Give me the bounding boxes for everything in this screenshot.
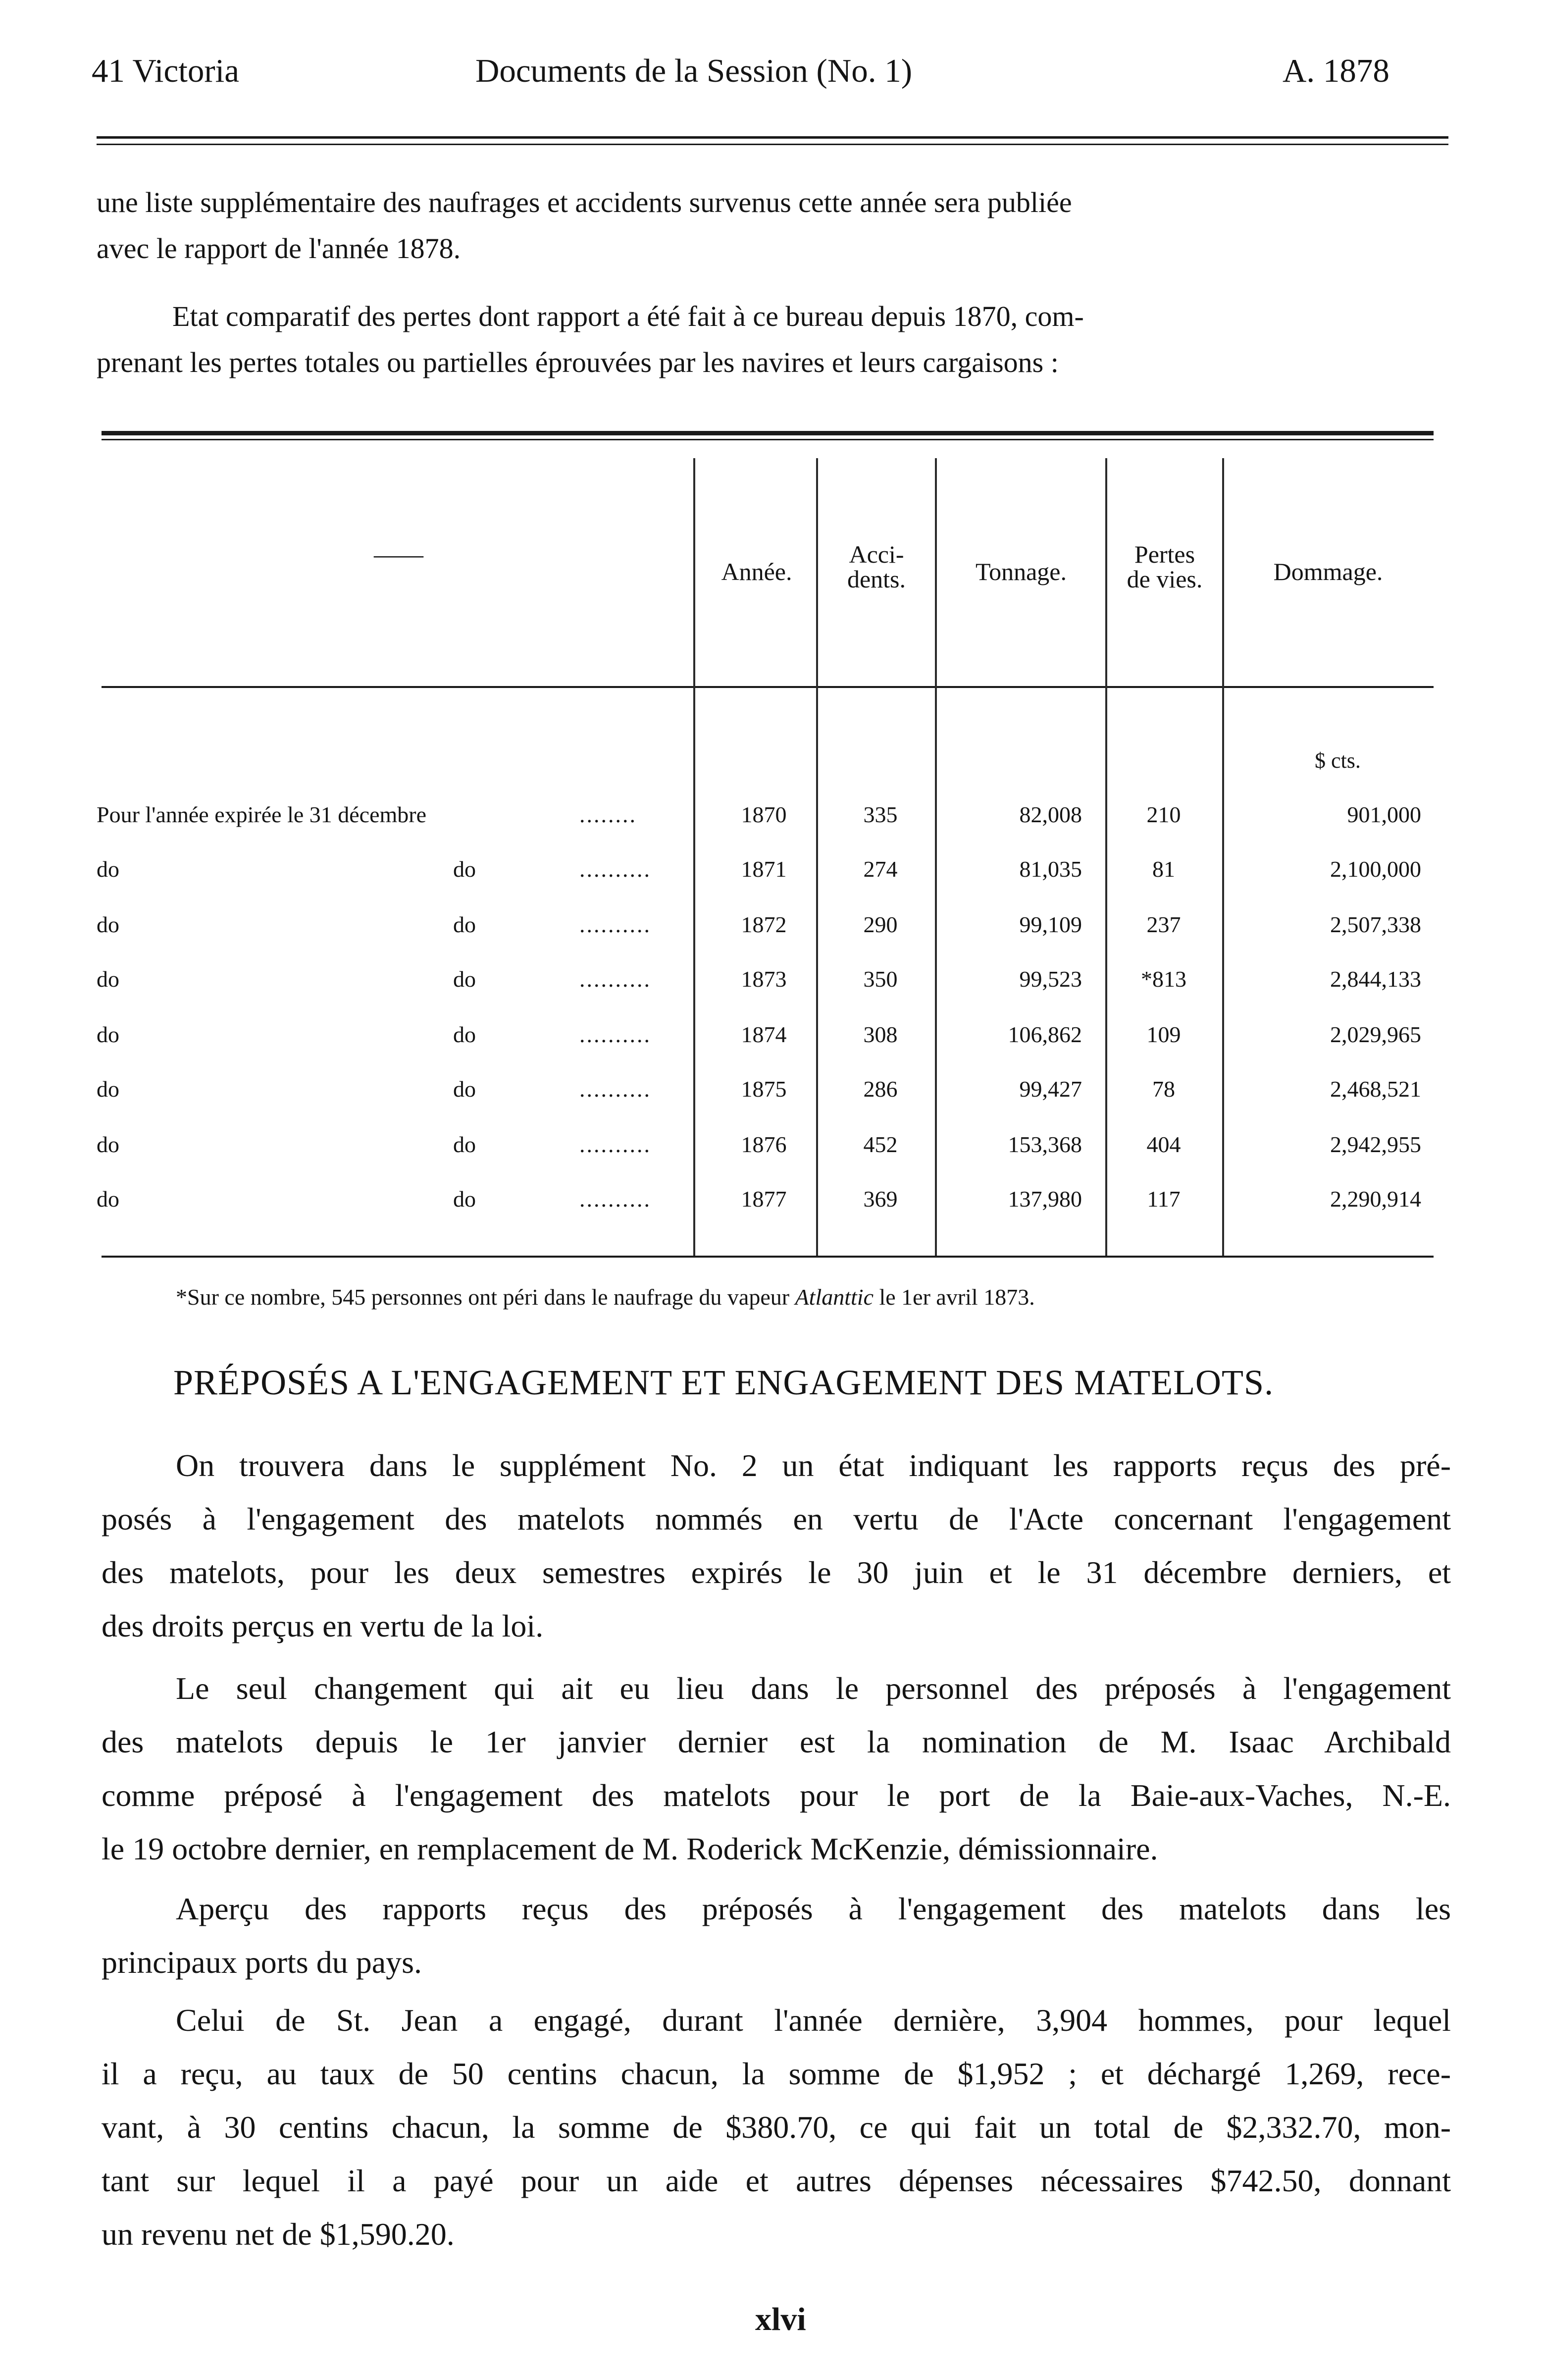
header-rule-top <box>97 136 1448 139</box>
cell-accidents: 274 <box>863 856 898 882</box>
footnote-text: *Sur ce nombre, 545 personnes ont péri dans le naufrage du vapeur <box>176 1284 795 1310</box>
cell-accidents: 308 <box>863 1022 898 1047</box>
cell-year: 1876 <box>741 1132 787 1157</box>
row-label: do <box>97 1132 119 1157</box>
row-leader-dots: .......... <box>579 966 651 992</box>
col-header-pertes-2: de vies. <box>1127 565 1203 593</box>
row-label: do <box>97 966 119 992</box>
paragraph-line: posés à l'engagement des matelots nommés en vertu de l'Acte concernant l'engagement <box>102 1501 1451 1536</box>
paragraph-personnel-change <box>102 1662 1451 1876</box>
paragraph-line: des matelots, pour les deux semestres expirés le 30 juin et le 31 décembre derniers, et <box>102 1555 1451 1590</box>
row-leader-dots: .......... <box>579 1132 651 1157</box>
paragraph-line: des matelots depuis le 1er janvier dernier est la nomination de M. Isaac Archibald <box>102 1724 1451 1759</box>
cell-year: 1871 <box>741 856 787 882</box>
table-row <box>0 801 1543 856</box>
cell-lives-lost: 237 <box>1146 912 1181 937</box>
row-leader-dots: .......... <box>579 1076 651 1102</box>
row-label: do <box>97 856 119 882</box>
row-ditto: do <box>453 1022 476 1047</box>
row-leader-dots: .......... <box>579 1022 651 1047</box>
paragraph-overview <box>102 1882 1451 1989</box>
col-header-accidents-1: Acci- <box>849 540 904 568</box>
table-header-rule <box>102 686 1434 688</box>
cell-year: 1872 <box>741 912 787 937</box>
cell-lives-lost: 109 <box>1146 1022 1181 1047</box>
row-ditto: do <box>453 856 476 882</box>
paragraph-line: tant sur lequel il a payé pour un aide et autres dépenses nécessaires $742.50, donnant <box>102 2163 1451 2198</box>
paragraph-line: comme préposé à l'engagement des matelots pour le port de la Baie-aux-Vaches, N.-E. <box>102 1778 1451 1813</box>
header-volume: 41 Victoria <box>92 53 240 89</box>
col-header-pertes-1: Pertes <box>1134 540 1195 568</box>
cell-tonnage: 153,368 <box>1008 1132 1082 1157</box>
cell-tonnage: 99,523 <box>1019 966 1082 992</box>
paragraph-line: il a reçu, au taux de 50 centins chacun, la somme de $1,952 ; et déchargé 1,269, rece- <box>102 2056 1451 2091</box>
table-bottom-rule <box>102 1256 1434 1258</box>
table-row <box>0 911 1543 966</box>
table-row <box>0 1076 1543 1130</box>
footnote-ship-name: Atlanttic <box>795 1284 874 1310</box>
table-footnote <box>176 1284 1035 1310</box>
page-number: xlvi <box>755 2301 806 2337</box>
row-leader-dots: ........ <box>579 802 637 827</box>
row-label: do <box>97 1022 119 1047</box>
table-row <box>0 1186 1543 1240</box>
paragraph-line: des droits perçus en vertu de la loi. <box>102 1608 544 1643</box>
row-ditto: do <box>453 966 476 992</box>
cell-damage: 2,942,955 <box>1330 1132 1421 1157</box>
col-header-dommage: Dommage. <box>1273 558 1383 585</box>
paragraph-supplement <box>102 1439 1451 1653</box>
cell-accidents: 369 <box>863 1186 898 1212</box>
cell-damage: 2,029,965 <box>1330 1022 1421 1047</box>
row-label: do <box>97 912 119 937</box>
row-leader-dots: .......... <box>579 1186 651 1212</box>
cell-lives-lost: 210 <box>1146 802 1181 827</box>
header-year: A. 1878 <box>1283 53 1389 89</box>
cell-damage: 2,844,133 <box>1330 966 1421 992</box>
cell-tonnage: 82,008 <box>1019 802 1082 827</box>
cell-tonnage: 137,980 <box>1008 1186 1082 1212</box>
cell-accidents: 290 <box>863 912 898 937</box>
cell-year: 1877 <box>741 1186 787 1212</box>
cell-damage: 901,000 <box>1347 802 1421 827</box>
header-rule-bottom <box>97 144 1448 145</box>
paragraph-line: On trouvera dans le supplément No. 2 un état indiquant les rapports reçus des pré- <box>176 1448 1451 1483</box>
cell-damage: 2,507,338 <box>1330 912 1421 937</box>
paragraph-line: Aperçu des rapports reçus des préposés à l'engagement des matelots dans les <box>176 1891 1451 1926</box>
cell-lives-lost: 117 <box>1147 1186 1181 1212</box>
table-top-rule-thin <box>102 439 1434 440</box>
cell-damage: 2,100,000 <box>1330 856 1421 882</box>
paragraph-line: principaux ports du pays. <box>102 1945 422 1980</box>
cell-accidents: 335 <box>863 802 898 827</box>
table-row <box>0 856 1543 910</box>
cell-accidents: 350 <box>863 966 898 992</box>
row-label: do <box>97 1076 119 1102</box>
row-ditto: do <box>453 1132 476 1157</box>
cell-year: 1874 <box>741 1022 787 1047</box>
cell-damage: 2,468,521 <box>1330 1076 1421 1102</box>
col-header-year: Année. <box>721 558 792 585</box>
cell-year: 1873 <box>741 966 787 992</box>
row-leader-dots: .......... <box>579 856 651 882</box>
cell-year: 1870 <box>741 802 787 827</box>
cell-tonnage: 106,862 <box>1008 1022 1082 1047</box>
section-heading: PRÉPOSÉS A L'ENGAGEMENT ET ENGAGEMENT DES MATELOTS. <box>173 1363 1274 1402</box>
cell-accidents: 452 <box>863 1132 898 1157</box>
table-top-rule-thick <box>102 431 1434 435</box>
col-header-label: —— <box>374 540 423 568</box>
paragraph-line: le 19 octobre dernier, en remplacement de M. Roderick McKenzie, démissionnaire. <box>102 1831 1158 1866</box>
cell-accidents: 286 <box>863 1076 898 1102</box>
intro-line-4: prenant les pertes totales ou partielles éprouvées par les navires et leurs cargaisons : <box>97 346 1059 378</box>
cell-year: 1875 <box>741 1076 787 1102</box>
row-ditto: do <box>453 1076 476 1102</box>
cell-lives-lost: 404 <box>1146 1132 1181 1157</box>
currency-unit: $ cts. <box>1315 748 1361 773</box>
cell-tonnage: 81,035 <box>1019 856 1082 882</box>
intro-line-1: une liste supplémentaire des naufrages et accidents survenus cette année sera publiée <box>97 186 1072 218</box>
cell-lives-lost: *813 <box>1141 966 1186 992</box>
row-ditto: do <box>453 1186 476 1212</box>
intro-line-3: Etat comparatif des pertes dont rapport a été fait à ce bureau depuis 1870, com- <box>172 300 1084 332</box>
cell-lives-lost: 78 <box>1152 1076 1175 1102</box>
table-row <box>0 1021 1543 1076</box>
paragraph-st-jean <box>102 1994 1451 2261</box>
paragraph-line: un revenu net de $1,590.20. <box>102 2217 455 2252</box>
intro-line-2: avec le rapport de l'année 1878. <box>97 232 461 264</box>
table-row <box>0 1131 1543 1186</box>
row-leader-dots: .......... <box>579 912 651 937</box>
col-header-accidents-2: dents. <box>847 565 906 593</box>
cell-lives-lost: 81 <box>1152 856 1175 882</box>
header-title: Documents de la Session (No. 1) <box>475 53 913 89</box>
col-header-tonnage: Tonnage. <box>976 558 1067 585</box>
cell-damage: 2,290,914 <box>1330 1186 1421 1212</box>
paragraph-line: Le seul changement qui ait eu lieu dans le personnel des préposés à l'engagement <box>176 1671 1451 1706</box>
paragraph-line: vant, à 30 centins chacun, la somme de $380.70, ce qui fait un total de $2,332.70, mon- <box>102 2110 1451 2145</box>
cell-tonnage: 99,109 <box>1019 912 1082 937</box>
row-label: do <box>97 1186 119 1212</box>
footnote-date: le 1er avril 1873. <box>873 1284 1035 1310</box>
row-ditto: do <box>453 912 476 937</box>
table-row <box>0 966 1543 1020</box>
cell-tonnage: 99,427 <box>1019 1076 1082 1102</box>
row-label: Pour l'année expirée le 31 décembre <box>97 802 427 827</box>
paragraph-line: Celui de St. Jean a engagé, durant l'année dernière, 3,904 hommes, pour lequel <box>176 2003 1451 2038</box>
